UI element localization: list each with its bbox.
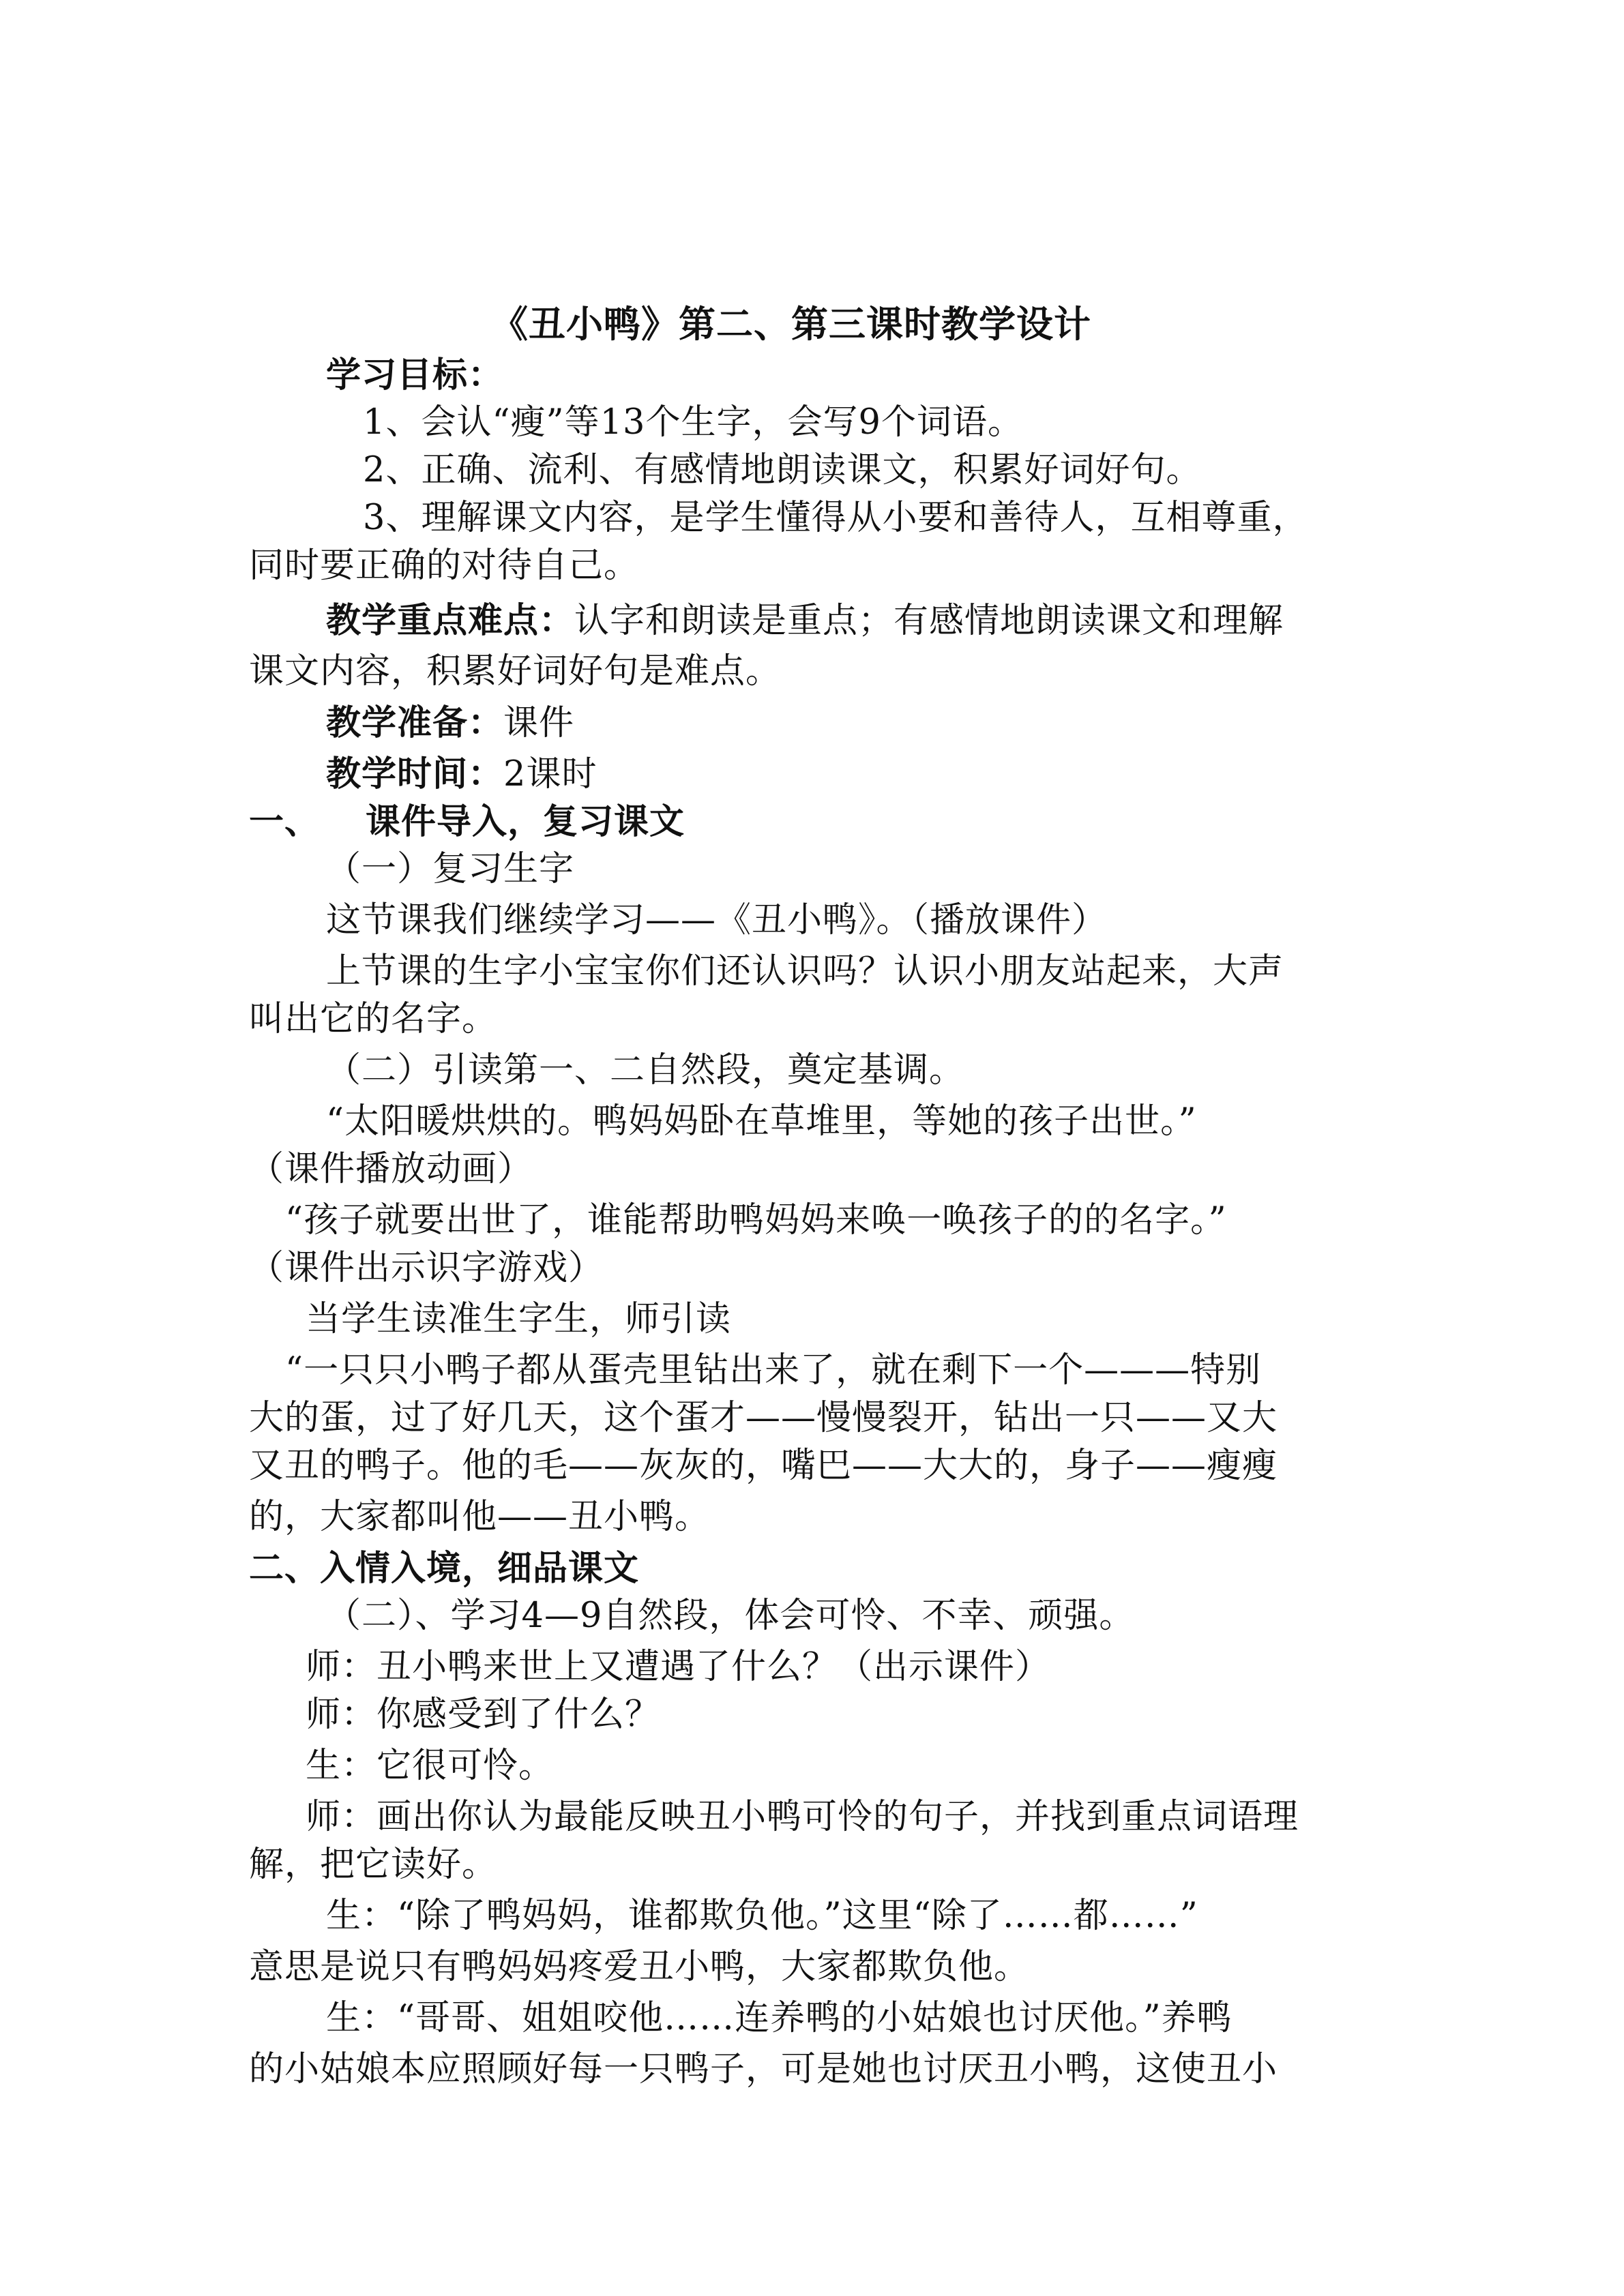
key-points-label: 教学重点难点：: [326, 600, 575, 641]
section-1-paragraph-4-cont: （课件出示识字游戏）: [249, 1248, 604, 1288]
section-1-sub-2: （二）引读第一、二自然段，奠定基调。: [326, 1050, 965, 1090]
preparation-label: 教学准备：: [326, 702, 504, 743]
page-title: 《丑小鸭》第二、第三课时教学设计: [491, 302, 1091, 346]
section-1-number: 一、: [249, 801, 321, 842]
preparation-value: 课件: [503, 703, 575, 743]
section-1-paragraph-6-cont-1: 大的蛋，过了好几天，这个蛋才——慢慢裂开，钻出一只——又大: [249, 1398, 1278, 1438]
section-2-question-2: 师：你感受到了什么？: [306, 1695, 661, 1735]
time-line: [326, 750, 597, 799]
section-2-heading: 二、入情入境，细品课文: [249, 1548, 640, 1589]
section-1-paragraph-4: “孩子就要出世了，谁能帮助鸭妈妈来唤一唤孩子的的名字。”: [285, 1200, 1227, 1240]
objective-item-3-cont: 同时要正确的对待自己。: [249, 546, 640, 586]
section-2-question-1: 师：丑小鸭来世上又遭遇了什么？（出示课件）: [306, 1647, 1051, 1687]
section-1-paragraph-6-cont-3: 的，大家都叫他——丑小鸭。: [249, 1497, 711, 1537]
section-2-answer-2: 生：“除了鸭妈妈，谁都欺负他。”这里“除了……都……”: [326, 1896, 1198, 1936]
section-2-answer-2-cont: 意思是说只有鸭妈妈疼爱丑小鸭，大家都欺负他。: [249, 1947, 1030, 1987]
objective-item-2: 2、正确、流利、有感情地朗读课文，积累好词好句。: [363, 450, 1202, 490]
section-1-paragraph-6: “一只只小鸭子都从蛋壳里钻出来了，就在剩下一个———特别: [285, 1350, 1262, 1390]
section-2-answer-3: 生：“哥哥、姐姐咬他……连养鸭的小姑娘也讨厌他。”养鸭: [326, 1998, 1232, 2038]
section-1-paragraph-3: “太阳暖烘烘的。鸭妈妈卧在草堆里，等她的孩子出世。”: [326, 1101, 1197, 1142]
section-1-paragraph-3-cont: （课件播放动画）: [249, 1149, 533, 1189]
section-2-sub-1: （二）、学习4—9自然段，体会可怜、不幸、顽强。: [326, 1596, 1135, 1636]
section-2-answer-1: 生：它很可怜。: [306, 1746, 555, 1786]
section-1-paragraph-2-cont: 叫出它的名字。: [249, 999, 498, 1039]
key-points-cont: 课文内容，积累好词好句是难点。: [249, 651, 782, 691]
time-label: 教学时间：: [326, 754, 504, 794]
section-2-question-3: 师：画出你认为最能反映丑小鸭可怜的句子，并找到重点词语理: [306, 1797, 1299, 1837]
preparation-line: [326, 699, 574, 747]
section-1-paragraph-5: 当学生读准生字生，师引读: [306, 1299, 732, 1339]
section-1-paragraph-1: 这节课我们继续学习——《丑小鸭》。（播放课件）: [326, 900, 1108, 940]
section-1-sub-1: （一）复习生字: [326, 849, 575, 889]
objective-item-1: 1、会认“瘦”等13个生字，会写9个词语。: [363, 402, 1023, 443]
key-points-text: 认字和朗读是重点；有感情地朗读课文和理解: [574, 601, 1284, 641]
section-1-heading: 课件导入，复习课文: [366, 801, 685, 842]
time-value: 2课时: [503, 754, 597, 794]
section-1-paragraph-2: 上节课的生字小宝宝你们还认识吗？认识小朋友站起来，大声: [326, 951, 1284, 992]
section-2-answer-3-cont: 的小姑娘本应照顾好每一只鸭子，可是她也讨厌丑小鸭，这使丑小: [249, 2049, 1278, 2089]
section-1-paragraph-6-cont-2: 又丑的鸭子。他的毛——灰灰的，嘴巴——大大的，身子——瘦瘦: [249, 1446, 1278, 1486]
key-points-line: [326, 597, 1284, 645]
objective-item-3: 3、理解课文内容，是学生懂得从小要和善待人，互相尊重，: [363, 498, 1308, 538]
objectives-heading: 学习目标：: [326, 355, 504, 396]
section-2-question-3-cont: 解，把它读好。: [249, 1845, 498, 1885]
